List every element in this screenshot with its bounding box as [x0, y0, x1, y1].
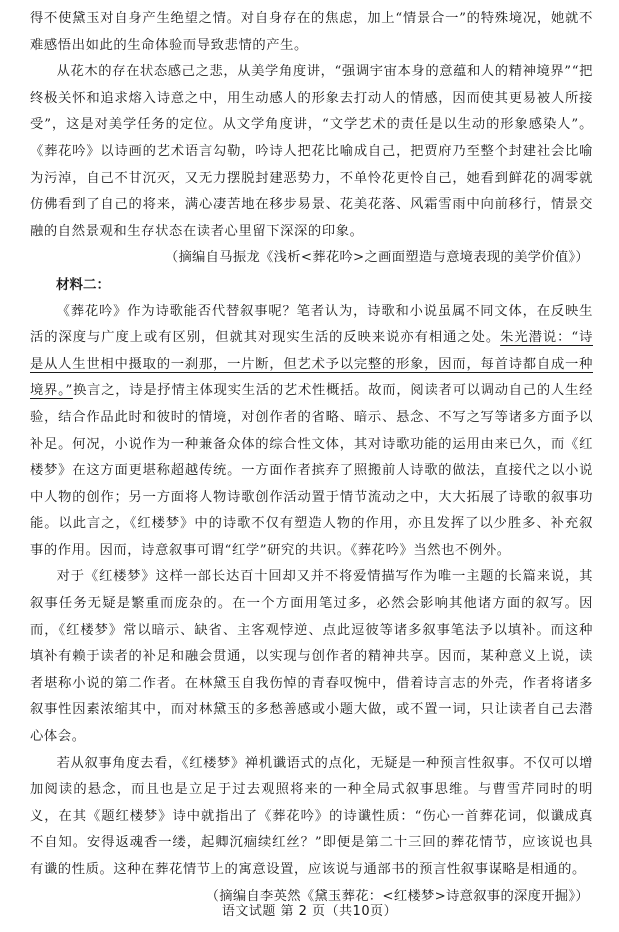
material1-source: （摘编自马振龙《浅析<葬花吟>之画面塑造与意境表现的美学价值》） — [164, 250, 589, 266]
page-footer: 语文试题 第 2 页（共10页） — [221, 904, 398, 919]
material2-underlined-quote: 朱光潜说：“诗是从人生世相中摄取的一刹那，一片断，但艺术予以完整的形象，因而，每首诗都自成一种境界。” — [30, 330, 593, 399]
material1-paragraph-1: 得不使黛玉对自身产生绝望之情。对自身存在的焦虑，加上“情景合一”的特殊境况，她就不难感悟出如此的生命体验而导致悲情的产生。 — [30, 11, 593, 53]
material2-heading: 材料二： — [56, 276, 110, 293]
material2-paragraph-1-part-2: 换言之，诗是抒情主体现实生活的艺术性概括。故而，阅读者可以调动自己的人生经验，结合作品此时和彼时的情境，对创作者的省略、暗示、悬念、不写之写等诸多方面予以补足。何况，小说作为一种兼备众体的综合性文体，其对诗歌功能的运用由来已久，而《红楼梦》在这方面更堪称超越传统。一方面作者摈弃了照搬前人诗歌的做法，直接代之以小说中人物的创作；另一方面将人物诗歌创作活动置于情节流动之中，大大拓展了诗歌的叙事功能。以此言之，《红楼梦》中的诗歌不仅有塑造人物的作用，亦且发挥了以少胜多、补充叙事的作用。因而，诗意叙事可谓“红学”研究的共识。《葬花吟》当然也不例外。 — [30, 383, 593, 558]
material2-paragraph-1-part-1: 《葬花吟》作为诗歌能否代替叙事呢？笔者认为，诗歌和小说虽属不同文体，在反映生活的深度与广度上或有区别，但就其对现实生活的反映来说亦有相通之处。 — [30, 303, 593, 346]
material1-paragraph-2: 从花木的存在状态感己之悲，从美学角度讲，“强调宇宙本身的意蕴和人的精神境界”“把终极关怀和追求熔入诗意之中，用生动感人的形象去打动人的情感，因而使其更易被人所接受”，这是对美学任务的定位。从文学角度讲，“文学艺术的责任是以生动的形象感染人”。《葬花吟》以诗画的艺术语言勾勒，吟诗人把花比喻成自己，把贾府乃至整个封建社会比喻为污淖，自己不甘沉灭，又无力摆脱封建恶势力，不单怜花更怜自己，她看到鲜花的凋零就仿佛看到了自己的将来，满心凄苦地在移步易景、花美花落、风霜雪雨中向前移行，情景交融的自然景观和生存状态在读者心里留下深深的印象。 — [30, 64, 593, 239]
material2-source: （摘编自李英然《黛玉葬花：<红楼梦>诗意叙事的深度开掘》） — [205, 888, 589, 904]
exam-page — [30, 6, 593, 910]
material2-paragraph-1 — [30, 299, 593, 565]
material2-paragraph-3: 若从叙事角度去看，《红楼梦》禅机谶语式的点化，无疑是一种预言性叙事。不仅可以增加阅读的悬念，而且也是立足于过去观照将来的一种全局式叙事思维。与曹雪芹同时的明义，在其《题红楼梦》诗中就指出了《葬花吟》的诗谶性质：“伤心一首葬花词，似谶成真不自知。安得返魂香一缕，起卿沉痼续红丝？”即便是第二十三回的葬花情节，应该说也具有谶的性质。这种在葬花情节上的寓意设置，应该说与通部书的预言性叙事谋略是相通的。 — [30, 755, 593, 877]
material2-paragraph-2: 对于《红楼梦》这样一部长达百十回却又并不将爱情描写作为唯一主题的长篇来说，其叙事任务无疑是繁重而庞杂的。在一个方面用笔过多，必然会影响其他诸方面的叙写。因而，《红楼梦》常以暗示、缺省、主客观悖逆、点此逗彼等诸多叙事笔法予以填补。而这种填补有赖于读者的补足和融会贯通，以实现与创作者的精神共享。因而，某种意义上说，读者堪称小说的第二作者。在林黛玉自我伤悼的青春叹惋中，借着诗言志的外壳，作者将诸多叙事性因素浓缩其中，而对林黛玉的多愁善感或小题大做，或不置一词，只让读者自己去潜心体会。 — [30, 569, 593, 745]
